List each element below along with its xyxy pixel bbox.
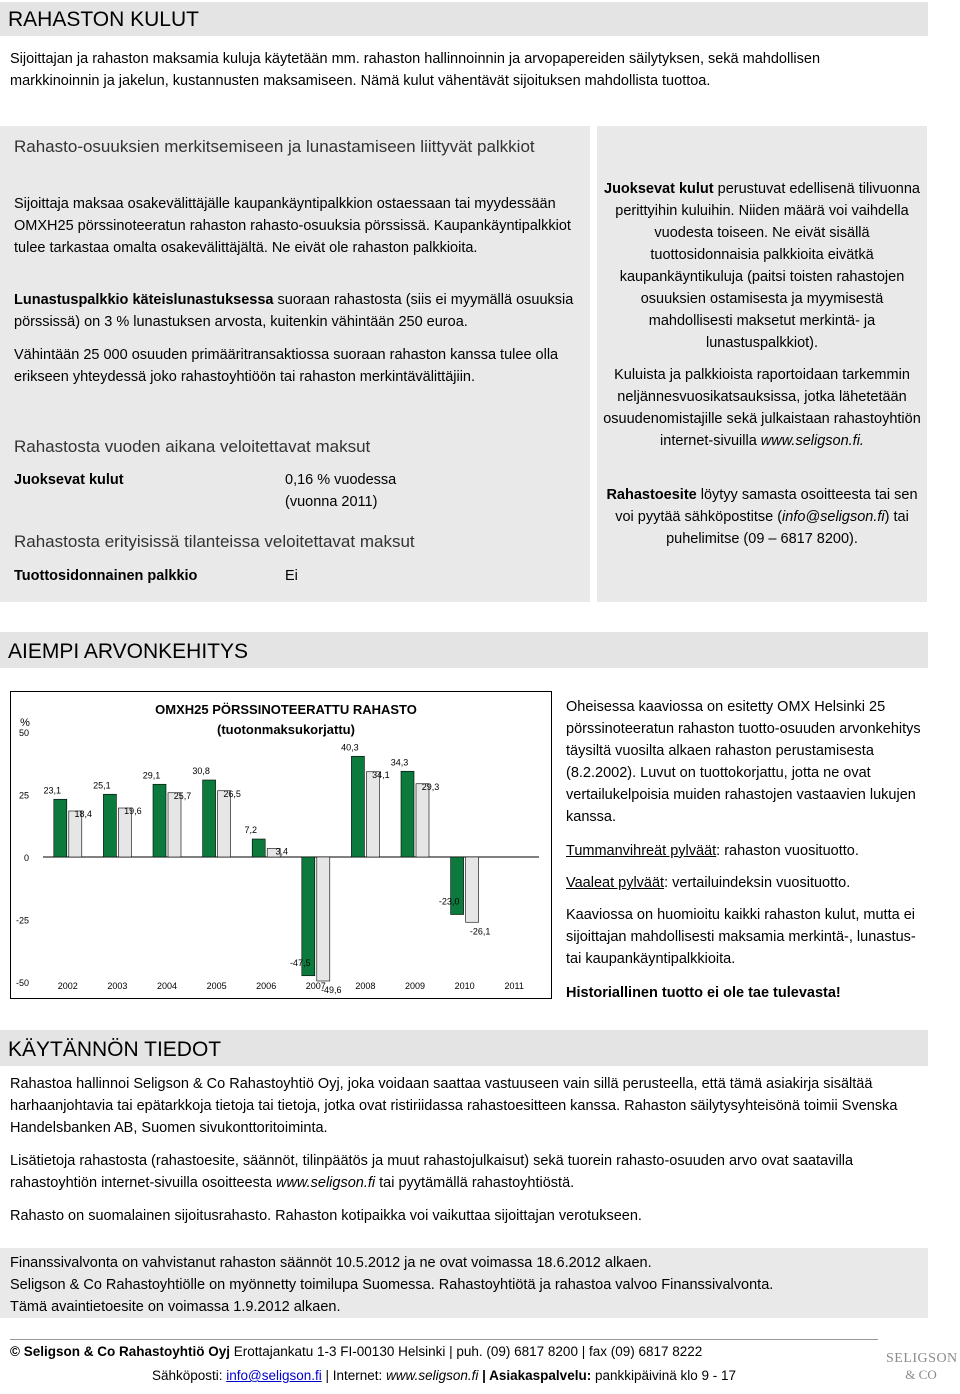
fees-para-3: Vähintään 25 000 osuuden primääritransaktiossa suoraan rahaston kanssa tulee olla erikseen yhteydessä joko rahastoyhtiöön tai rahaston merkintävälittäjiin. bbox=[14, 347, 559, 385]
index-return-label: 34,1 bbox=[372, 769, 390, 780]
y-tick-label: 25 bbox=[18, 790, 29, 801]
fund-return-label: -47,5 bbox=[290, 957, 311, 968]
footer-email-label: Sähköposti: bbox=[151, 1368, 227, 1383]
returns-chart bbox=[10, 691, 552, 999]
x-tick-label: 2009 bbox=[404, 981, 426, 991]
fees-box bbox=[0, 126, 590, 602]
side-para-2-link[interactable]: www.seligson.fi. bbox=[760, 433, 864, 449]
fund-return-bar bbox=[351, 756, 364, 857]
index-return-bar bbox=[218, 791, 231, 857]
footer-email-link[interactable]: info@seligson.fi bbox=[226, 1368, 322, 1383]
index-return-bar bbox=[466, 857, 479, 922]
y-axis-label: % bbox=[20, 717, 30, 729]
fund-return-label: 29,1 bbox=[142, 770, 161, 781]
regulation-box bbox=[0, 1248, 928, 1318]
practical-link[interactable]: www.seligson.fi bbox=[275, 1175, 376, 1191]
x-tick-label: 2008 bbox=[355, 981, 376, 991]
practical-para-2 bbox=[10, 1150, 922, 1194]
fund-return-label: 30,8 bbox=[192, 766, 210, 776]
special-fee-value: Ei bbox=[285, 568, 298, 584]
light-bars-label: Vaaleat pylväät bbox=[566, 875, 665, 891]
y-tick-label: 0 bbox=[23, 853, 29, 863]
fees-para-2 bbox=[14, 289, 589, 333]
x-tick-label: 2005 bbox=[206, 981, 227, 991]
annual-fees-heading: Rahastosta vuoden aikana veloitettavat maksut bbox=[14, 437, 371, 456]
intro-text bbox=[10, 48, 930, 92]
side-para-3-bold: Rahastoesite bbox=[606, 487, 697, 503]
index-return-bar bbox=[416, 784, 429, 857]
fund-return-bar bbox=[153, 784, 166, 857]
history-section-title: AIEMPI ARVONKEHITYS bbox=[0, 632, 928, 668]
index-return-label: 29,3 bbox=[421, 781, 440, 792]
index-return-label: 18,4 bbox=[74, 809, 93, 819]
x-tick-label: 2002 bbox=[57, 981, 78, 991]
y-tick-label: 50 bbox=[18, 728, 29, 738]
fund-return-bar bbox=[203, 780, 216, 857]
fund-return-label: 34,3 bbox=[390, 757, 409, 768]
chart-description-4: Kaaviossa on huomioitu kaikki rahaston kulut, mutta ei sijoittajan mahdollisesti maksamia merkintä-, lunastus- tai kaupankäyntipalkkioita. bbox=[566, 907, 916, 967]
footer-address: Erottajankatu 1-3 FI-00130 Helsinki | puh. (09) 6817 8200 | fax (09) 6817 8222 bbox=[229, 1344, 703, 1359]
y-tick-label: -25 bbox=[15, 915, 29, 926]
annual-fee-value-2: (vuonna 2011) bbox=[285, 494, 378, 510]
practical-section-title: KÄYTÄNNÖN TIEDOT bbox=[0, 1030, 928, 1066]
fund-return-label: 23,1 bbox=[43, 785, 62, 796]
footer-line-1 bbox=[10, 1343, 878, 1361]
footer-web-link[interactable]: www.seligson.fi bbox=[386, 1368, 479, 1383]
x-tick-label: 2003 bbox=[107, 981, 128, 991]
fees-para-1: Sijoittaja maksaa osakevälittäjälle kaupankäyntipalkkion ostaessaan tai myydessään OMXH25 pörssinoteeratun rahaston rahasto-osuuksia pörssissä. Kaupankäyntipalkkiot tulee tarkastaa omalta osakevälittäjältä. Ne eivät ole rahaston palkkioita. bbox=[14, 196, 571, 256]
chart-description-3 bbox=[566, 872, 928, 894]
side-para-1 bbox=[601, 178, 923, 354]
x-tick-label: 2011 bbox=[504, 981, 524, 991]
footer-company: © Seligson & Co Rahastoyhtiö Oyj bbox=[10, 1344, 230, 1359]
chart-description-2 bbox=[566, 840, 928, 862]
practical-para-2a: Lisätietoja rahastosta (rahastoesite, säännöt, tilinpäätös ja muut rahastojulkaisut) sekä tuorein rahasto-osuuden arvo ovat saatavilla rahastoyhtiön internet-sivuilla osoitteesta bbox=[10, 1153, 854, 1191]
footer-service-label: | Asiakaspalvelu: bbox=[478, 1368, 592, 1383]
dark-bars-label: Tummanvihreät pylväät bbox=[566, 843, 717, 859]
fund-return-bar bbox=[103, 794, 116, 857]
fund-return-bar bbox=[252, 839, 265, 857]
side-para-2 bbox=[601, 364, 923, 452]
practical-para-2b: tai pyytämällä rahastoyhtiöstä. bbox=[375, 1175, 575, 1191]
x-tick-label: 2006 bbox=[256, 981, 277, 991]
annual-fee-label: Juoksevat kulut bbox=[14, 472, 124, 488]
seligson-logo bbox=[886, 1350, 956, 1390]
fund-return-bar bbox=[54, 799, 67, 857]
index-return-bar bbox=[317, 857, 330, 981]
index-return-label: -49,6 bbox=[321, 985, 342, 995]
fund-return-label: 7,2 bbox=[244, 825, 257, 835]
intro-line-2: markkinoinnin ja jakelun, kustannusten maksamiseen. Nämä kulut vähentävät sijoituksen mahdollista tuottoa. bbox=[10, 73, 711, 89]
fund-return-bar bbox=[401, 771, 414, 857]
x-tick-label: 2004 bbox=[156, 981, 178, 991]
chart-title: OMXH25 PÖRSSINOTEERATTU RAHASTO bbox=[155, 702, 417, 717]
regulation-line-1: Finanssivalvonta on vahvistanut rahaston säännöt 10.5.2012 ja ne ovat voimassa 18.6.2012 alkaen. bbox=[10, 1255, 652, 1271]
annual-fee-value-1: 0,16 % vuodessa bbox=[285, 472, 397, 488]
side-para-1-bold: Juoksevat kulut bbox=[604, 181, 714, 197]
annual-fee-value bbox=[285, 469, 396, 513]
index-return-bar bbox=[168, 793, 181, 857]
practical-para-1: Rahastoa hallinnoi Seligson & Co Rahastoyhtiö Oyj, joka voidaan saattaa vastuuseen vain sillä perusteella, että tämä asiakirja sisältää harhaanjohtavia tai epätarkkoja tietoja tai tietoja, jotka ovat ristiriidassa rahastoesitteen kanssa. Rahaston säilytysyhteisönä toimii Svenska Handelsbanken AB, Suomen sivukonttoritoiminta. bbox=[10, 1076, 898, 1136]
index-return-label: 3,4 bbox=[275, 846, 288, 857]
side-para-3-email[interactable]: info@seligson.fi bbox=[782, 509, 885, 525]
footer-line-2 bbox=[10, 1367, 878, 1385]
dark-bars-desc: : rahaston vuosituotto. bbox=[716, 843, 859, 859]
footer-divider bbox=[10, 1339, 878, 1340]
returns-chart-svg bbox=[11, 692, 551, 998]
index-return-label: 26,5 bbox=[223, 788, 241, 799]
regulation-line-2: Seligson & Co Rahastoyhtiölle on myönnetty toimilupa Suomessa. Rahastoyhtiötä ja rahastoa valvoo Finanssivalvonta. bbox=[10, 1277, 774, 1293]
index-return-bar bbox=[366, 772, 379, 857]
regulation-text bbox=[10, 1252, 920, 1318]
footer-service-hours: pankkipäivinä klo 9 - 17 bbox=[591, 1368, 737, 1383]
practical-para-3: Rahasto on suomalainen sijoitusrahasto. Rahaston kotipaikka voi vaikuttaa sijoittajan verotukseen. bbox=[10, 1208, 642, 1224]
fund-return-label: 40,3 bbox=[341, 742, 359, 753]
index-return-label: -26,1 bbox=[469, 926, 491, 937]
fees-heading: Rahasto-osuuksien merkitsemiseen ja lunastamiseen liittyvät palkkiot bbox=[14, 137, 535, 156]
chart-description-1: Oheisessa kaaviossa on esitetty OMX Helsinki 25 pörssinoteeratun rahaston tuotto-osuuden arvonkehitys täysiltä vuosilta alkaen rahaston perustamisesta (8.2.2002). Luvut on tuottokorjattu, jotta ne ovat vertailukelpoisia muiden rahastojen vastaavien lukujen kanssa. bbox=[566, 699, 921, 825]
side-para-1-rest: perustuvat edellisenä tilivuonna perittyihin kuluihin. Niiden määrä voi vaihdella vuodesta toiseen. Ne eivät sisällä tuottosidonnaisia palkkioita eivätkä kaupankäyntikuluja (paitsi toisten rahastojen osuuksien ostamisesta ja myymisestä mahdollisesti maksetut merkintä- ja lunastuspalkkiot). bbox=[615, 181, 920, 351]
side-para-3-end: ) tai puhelimitse (09 – 6817 8200). bbox=[666, 509, 909, 547]
fees-para-2-rest: suoraan rahastosta (siis ei myymällä osuuksia pörssissä) on 3 % lunastuksen arvosta, kuitenkin vähintään 250 euroa. bbox=[14, 292, 574, 330]
costs-section-title: RAHASTON KULUT bbox=[0, 2, 928, 36]
chart-subtitle: (tuotonmaksukorjattu) bbox=[217, 722, 355, 737]
footer-web-label: | Internet: bbox=[321, 1368, 387, 1383]
x-tick-label: 2007 bbox=[305, 981, 326, 991]
light-bars-desc: : vertailuindeksin vuosituotto. bbox=[664, 875, 851, 891]
index-return-label: 25,7 bbox=[173, 790, 192, 801]
logo-text-2: & CO bbox=[905, 1367, 937, 1382]
regulation-line-3: Tämä avaintietoesite on voimassa 1.9.2012 alkaen. bbox=[10, 1299, 341, 1315]
y-tick-label: -50 bbox=[15, 978, 29, 988]
special-fees-heading: Rahastosta erityisissä tilanteissa veloitettavat maksut bbox=[14, 532, 415, 551]
x-tick-label: 2010 bbox=[454, 981, 475, 991]
fund-return-label: -23,0 bbox=[438, 896, 460, 907]
side-info-box bbox=[597, 126, 927, 602]
side-para-2-text: Kuluista ja palkkioista raportoidaan tarkemmin neljännesvuosikatsauksissa, jotka lähetetään osuudenomistajille sekä julkaistaan rahastoyhtiön internet-sivuilla bbox=[603, 367, 921, 449]
logo-text-1: SELIGSON bbox=[886, 1351, 958, 1366]
side-para-3 bbox=[601, 484, 923, 550]
side-para-3-rest: löytyy samasta osoitteesta tai sen voi pyytää sähköpostitse ( bbox=[615, 487, 918, 525]
special-fee-label: Tuottosidonnainen palkkio bbox=[14, 568, 198, 584]
index-return-label: 19,6 bbox=[124, 806, 142, 816]
fund-return-label: 25,1 bbox=[93, 780, 111, 791]
historical-disclaimer: Historiallinen tuotto ei ole tae tulevasta! bbox=[566, 985, 841, 1001]
intro-line-1: Sijoittajan ja rahaston maksamia kuluja käytetään mm. rahaston hallinnoinnin ja arvopapereiden säilytyksen, sekä mahdollisen bbox=[10, 51, 821, 67]
fees-para-2-bold: Lunastuspalkkio käteislunastuksessa bbox=[14, 292, 274, 308]
